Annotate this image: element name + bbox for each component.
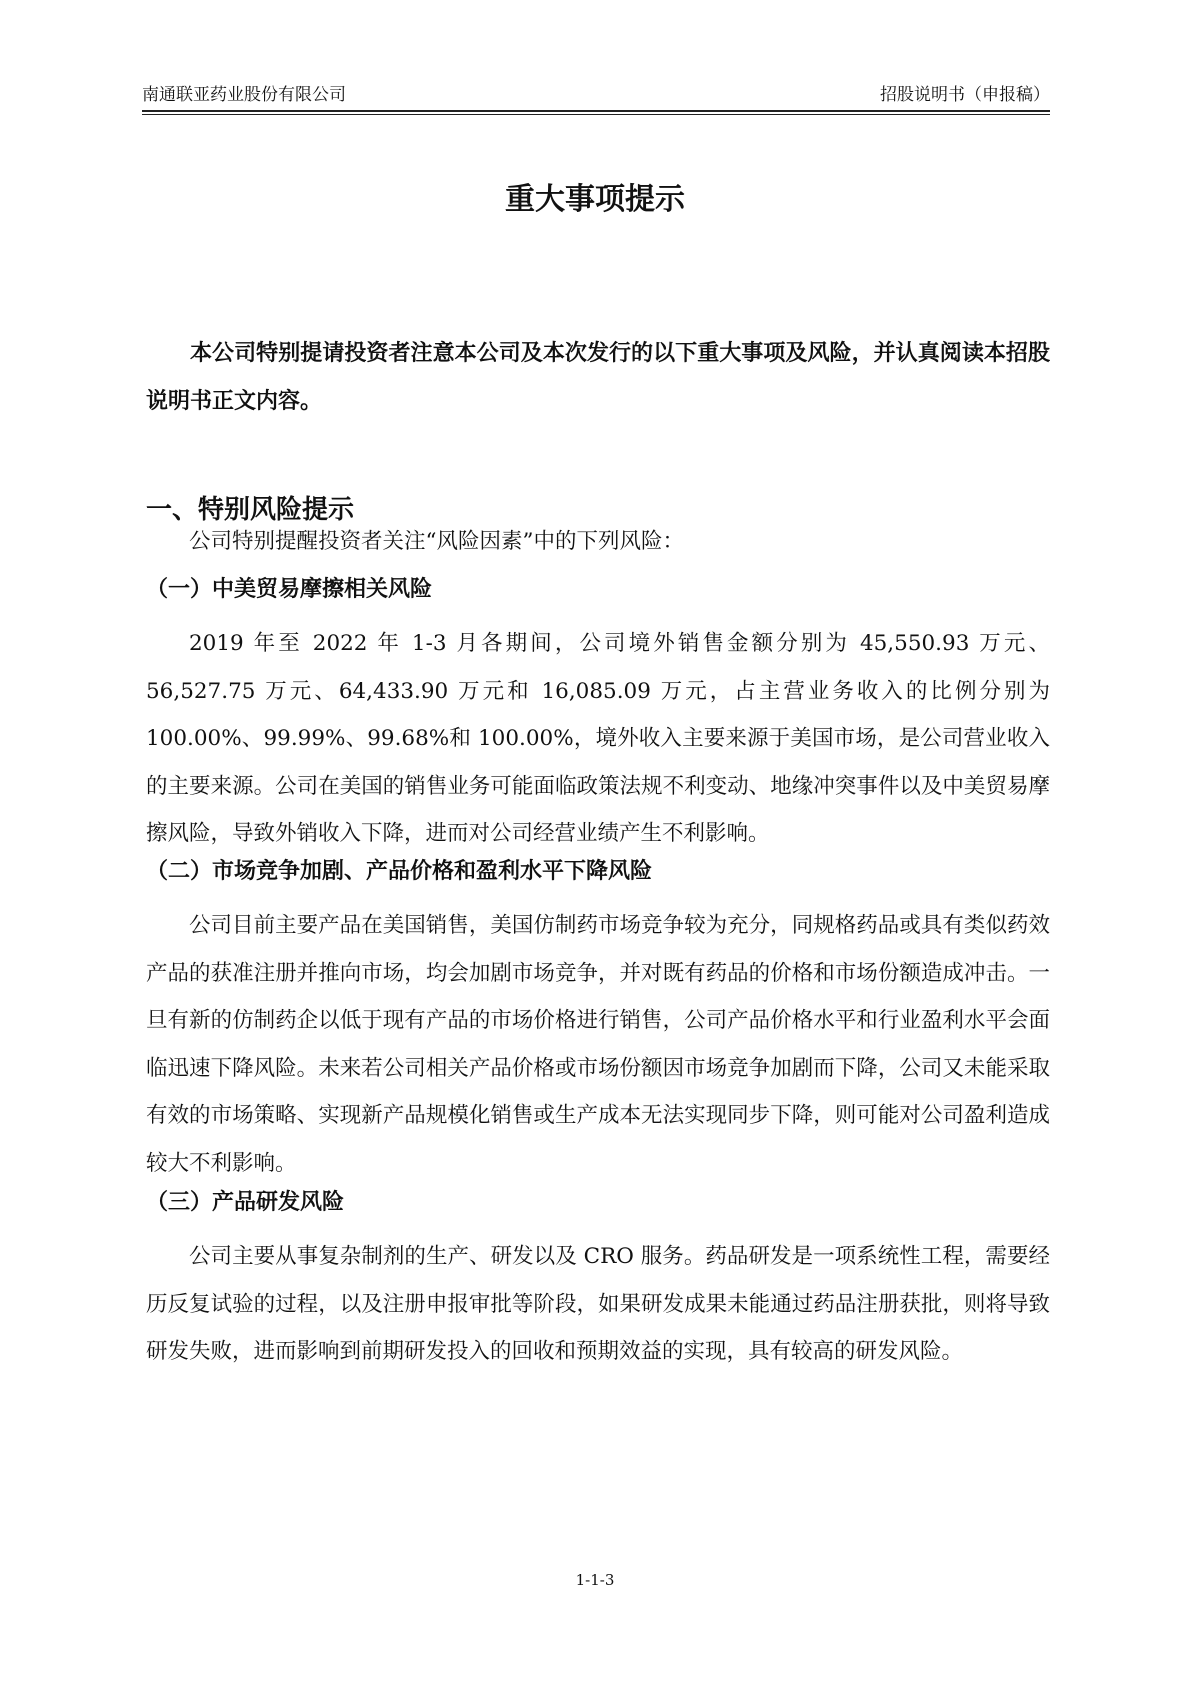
header-document-type: 招股说明书（申报稿）	[880, 85, 1050, 105]
paragraph-market-competition: 公司目前主要产品在美国销售，美国仿制药市场竞争较为充分，同规格药品或具有类似药效产品的获准注册并推向市场，均会加剧市场竞争，并对既有药品的价格和市场份额造成冲击。一旦有新的仿制药企以低于现有产品的市场价格进行销售，公司产品价格水平和行业盈利水平会面临迅速下降风险。未来若公司相关产品价格或市场份额因市场竞争加剧而下降，公司又未能采取有效的市场策略、实现新产品规模化销售或生产成本无法实现同步下降，则可能对公司盈利造成较大不利影响。	[146, 913, 1050, 1176]
header-rule	[142, 110, 1050, 112]
subsection-heading-market-competition: （二）市场竞争加剧、产品价格和盈利水平下降风险	[146, 859, 653, 884]
important-notice: 本公司特别提请投资者注意本公司及本次发行的以下重大事项及风险，并认真阅读本招股说明书正文内容。	[146, 341, 1050, 414]
header-rule-thin	[142, 114, 1050, 115]
header-company-name: 南通联亚药业股份有限公司	[142, 85, 346, 105]
section-heading-special-risks: 一、特别风险提示	[146, 495, 355, 525]
subsection-heading-trade-friction: （一）中美贸易摩擦相关风险	[146, 577, 433, 602]
page-number: 1-1-3	[575, 1571, 615, 1589]
paragraph-rd-risk: 公司主要从事复杂制剂的生产、研发以及 CRO 服务。药品研发是一项系统性工程，需要经历反复试验的过程，以及注册申报审批等阶段，如果研发成果未能通过药品注册获批，则将导致研发失败，进而影响到前期研发投入的回收和预期效益的实现，具有较高的研发风险。	[146, 1244, 1050, 1364]
section-intro-paragraph: 公司特别提醒投资者关注“风险因素”中的下列风险：	[189, 529, 684, 554]
page-header	[142, 82, 1050, 108]
subsection-heading-rd-risk: （三）产品研发风险	[146, 1190, 345, 1215]
paragraph-trade-friction: 2019 年至 2022 年 1-3 月各期间，公司境外销售金额分别为 45,550.93 万元、56,527.75 万元、64,433.90 万元和 16,085.09 万元，占主营业务收入的比例分别为 100.00%、99.99%、99.68%和 100.00%，境外收入主要来源于美国市场，是公司营业收入的主要来源。公司在美国的销售业务可能面临政策法规不利变动、地缘冲突事件以及中美贸易摩擦风险，导致外销收入下降，进而对公司经营业绩产生不利影响。	[146, 631, 1050, 846]
page-title: 重大事项提示	[505, 182, 685, 217]
